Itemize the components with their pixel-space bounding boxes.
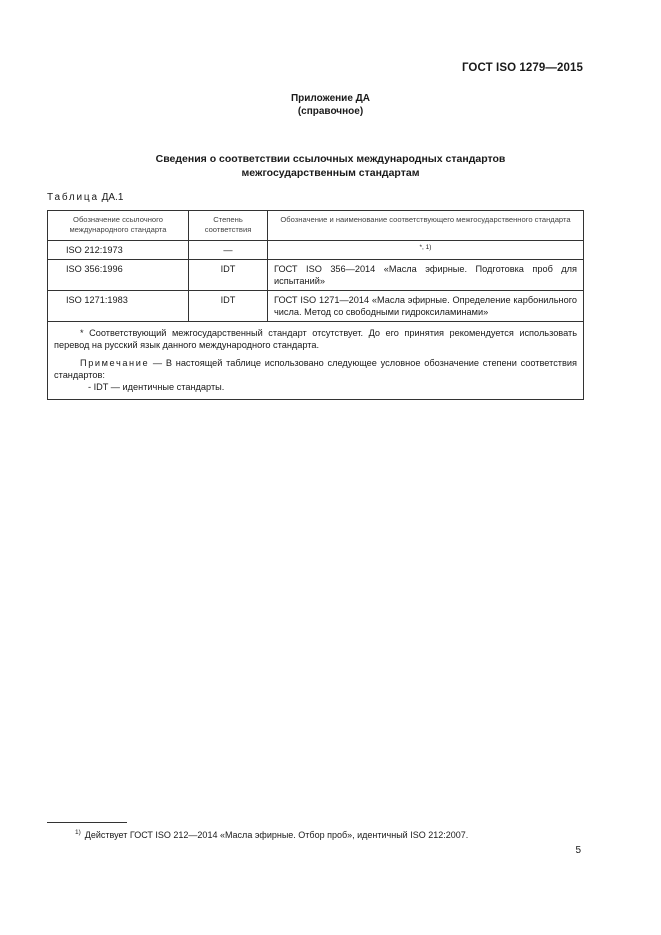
annex-title: Приложение ДА — [290, 93, 371, 104]
cell-degree: IDT — [189, 260, 268, 291]
cell-degree: — — [189, 241, 268, 260]
cell-national-standard: *, 1) — [268, 241, 584, 260]
cell-designation: ISO 356:1996 — [48, 260, 189, 291]
note-list-item: - IDT — идентичные стандарты. — [88, 382, 225, 392]
table-label-number: ДА.1 — [101, 192, 124, 203]
table-notes-row — [48, 322, 584, 400]
document-code: ГОСТ ISO 1279—2015 — [461, 62, 583, 74]
section-title-line-2: межгосударственным стандартам — [241, 166, 420, 179]
correspondence-table — [47, 210, 584, 400]
table-row — [48, 291, 584, 322]
cell-national-standard: ГОСТ ISO 356—2014 «Масла эфирные. Подготовка проб для испытаний» — [268, 260, 584, 291]
header-designation: Обозначение ссылочного международного стандарта — [48, 211, 189, 241]
note-text: — В настоящей таблице использовано следующее условное обозначение степени соответствия стандартов: — [54, 358, 577, 380]
cell-degree: IDT — [189, 291, 268, 322]
header-degree: Степень соответствия — [189, 211, 268, 241]
cell-designation: ISO 1271:1983 — [48, 291, 189, 322]
table-notes — [48, 322, 584, 400]
table-row — [48, 241, 584, 260]
section-title — [0, 153, 661, 180]
note-word: Примечание — [80, 358, 150, 368]
annex-subtitle: (справочное) — [297, 106, 364, 117]
footnote-divider — [47, 822, 127, 823]
annex-heading — [0, 92, 661, 118]
section-title-line-1: Сведения о соответствии ссылочных международных стандартов — [155, 153, 506, 165]
header-national-standard: Обозначение и наименование соответствующего межгосударственного стандарта — [268, 211, 584, 241]
table-row — [48, 260, 584, 291]
footnote-marker: 1) — [75, 829, 81, 836]
page-footnote — [75, 827, 468, 841]
table-footnote-star: * Соответствующий межгосударственный стандарт отсутствует. До его принятия рекомендуется использовать перевод на русский язык данного международного стандарта. — [54, 328, 577, 350]
table-note — [54, 357, 577, 381]
table-label — [47, 192, 123, 203]
footnote-text: Действует ГОСТ ISO 212—2014 «Масла эфирные. Отбор проб», идентичный ISO 212:2007. — [84, 830, 469, 840]
table-label-word: Таблица — [47, 192, 99, 203]
table-header-row — [48, 211, 584, 241]
cell-designation: ISO 212:1973 — [48, 241, 189, 260]
page-number: 5 — [575, 845, 581, 856]
cell-national-standard: ГОСТ ISO 1271—2014 «Масла эфирные. Определение карбонильного числа. Метод со свободными гидроксиламинами» — [268, 291, 584, 322]
